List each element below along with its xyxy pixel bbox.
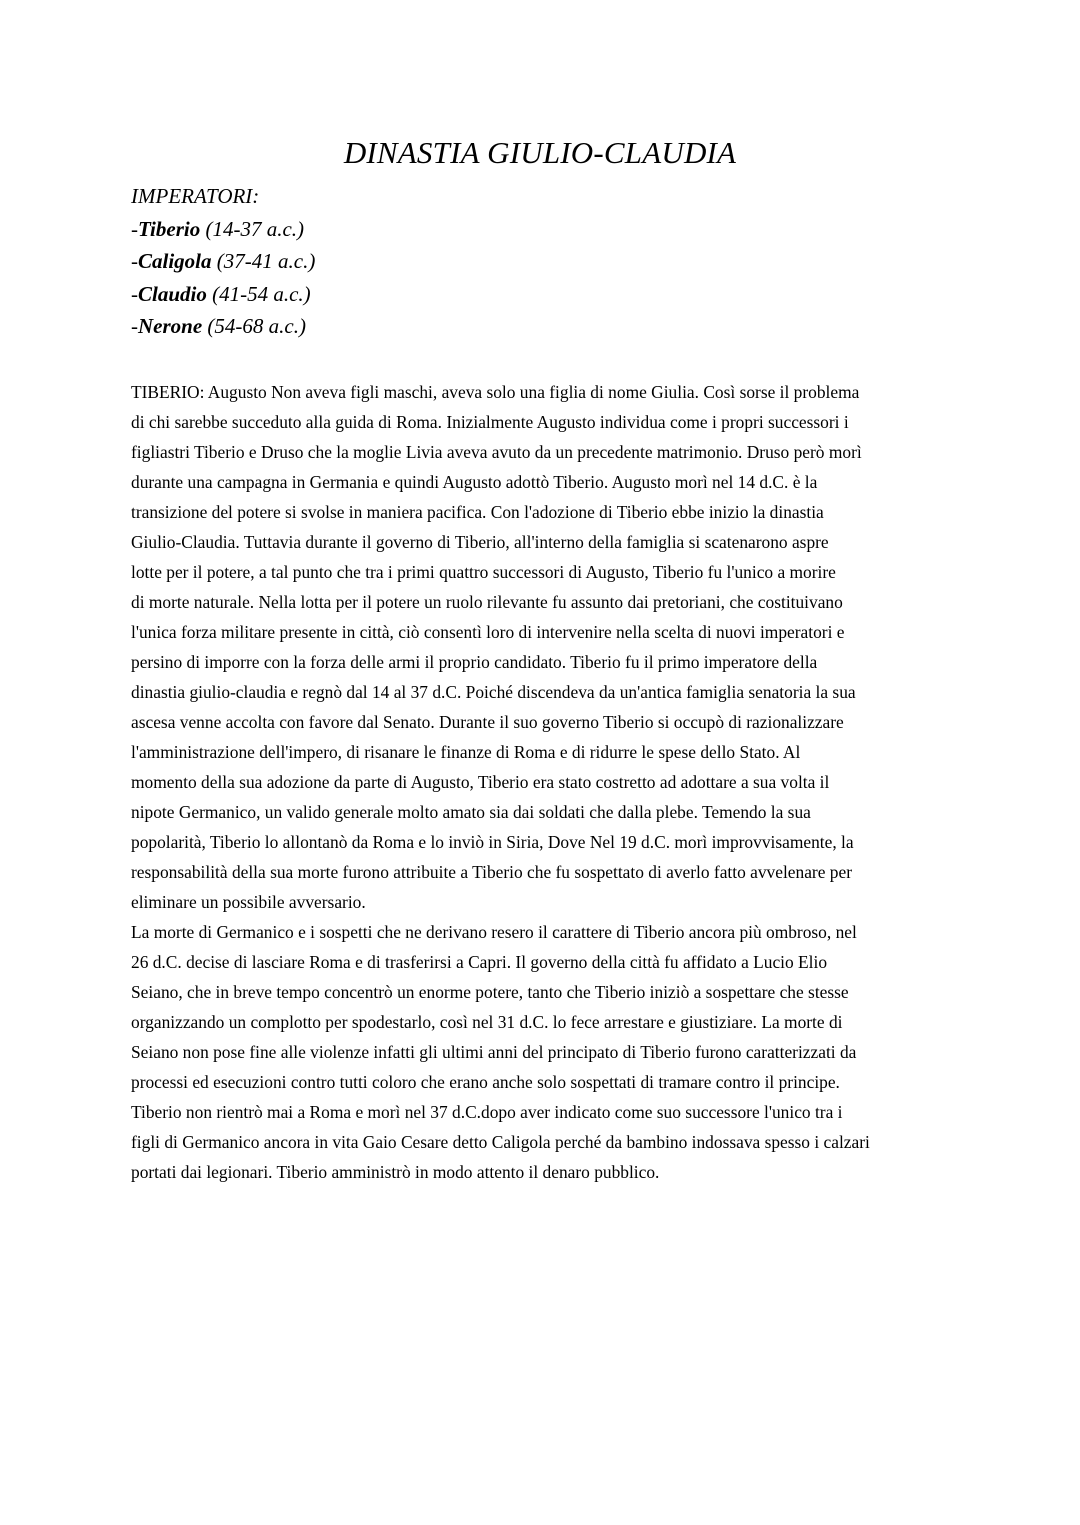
emperor-item-claudio [131, 278, 315, 311]
paragraph-tiberio [131, 377, 953, 917]
document-title: DINASTIA GIULIO-CLAUDIA [343, 135, 737, 170]
text-line: Seiano, che in breve tempo concentrò un enorme potere, tanto che Tiberio iniziò a sospettare che stesse [131, 982, 849, 1002]
text-line: Seiano non pose fine alle violenze infatti gli ultimi anni del principato di Tiberio furono caratterizzati da [131, 1042, 857, 1062]
text-line: di chi sarebbe succeduto alla guida di Roma. Inizialmente Augusto individua come i propri successori i [131, 412, 849, 432]
text-line: figliastri Tiberio e Druso che la moglie Livia aveva avuto da un precedente matrimonio. Druso però morì [131, 442, 862, 462]
emperor-dash: - [131, 281, 138, 306]
emperor-name: Caligola [138, 249, 212, 273]
emperor-item-nerone [131, 310, 315, 343]
body-text [131, 377, 953, 1187]
emperor-dash: - [131, 249, 138, 273]
emperor-name: Tiberio [138, 216, 201, 241]
text-line: lotte per il potere, a tal punto che tra i primi quattro successori di Augusto, Tiberio fu l'unico a morire [131, 562, 836, 582]
emperors-list [131, 180, 315, 343]
text-line: momento della sua adozione da parte di Augusto, Tiberio era stato costretto ad adottare a sua volta il [131, 772, 830, 792]
text-line: responsabilità della sua morte furono attribuite a Tiberio che fu sospettato di averlo fatto avvelenare per [131, 862, 852, 882]
emperor-item-caligola [131, 245, 315, 278]
text-line: nipote Germanico, un valido generale molto amato sia dai soldati che dalla plebe. Temendo la sua [131, 802, 811, 822]
text-line: La morte di Germanico e i sospetti che ne derivano resero il carattere di Tiberio ancora più ombroso, nel [131, 922, 857, 942]
text-line: l'amministrazione dell'impero, di risanare le finanze di Roma e di ridurre le spese dello Stato. Al [131, 742, 801, 762]
text-line: Giulio-Claudia. Tuttavia durante il governo di Tiberio, all'interno della famiglia si scatenarono aspre [131, 532, 829, 552]
text-line: 26 d.C. decise di lasciare Roma e di trasferirsi a Capri. Il governo della città fu affidato a Lucio Elio [131, 952, 828, 972]
emperor-item-tiberio [131, 213, 315, 246]
text-line: dinastia giulio-claudia e regnò dal 14 al 37 d.C. Poiché discendeva da un'antica famiglia senatoria la sua [131, 682, 856, 702]
text-line: TIBERIO: Augusto Non aveva figli maschi, aveva solo una figlia di nome Giulia. Così sorse il problema [131, 382, 860, 402]
text-line: popolarità, Tiberio lo allontanò da Roma e lo inviò in Siria, Dove Nel 19 d.C. morì improvvisamente, la [131, 832, 854, 852]
emperor-dash: - [131, 314, 138, 338]
paragraph-germanico [131, 917, 953, 1187]
text-line: portati dai legionari. Tiberio amministrò in modo attento il denaro pubblico. [131, 1162, 660, 1182]
emperor-name: Claudio [138, 281, 207, 306]
text-line: Tiberio non rientrò mai a Roma e morì nel 37 d.C.dopo aver indicato come suo successore l'unico tra i [131, 1102, 843, 1122]
text-line: di morte naturale. Nella lotta per il potere un ruolo rilevante fu assunto dai pretoriani, che costituivano [131, 592, 843, 612]
text-line: durante una campagna in Germania e quindi Augusto adottò Tiberio. Augusto morì nel 14 d.C. è la [131, 472, 818, 492]
text-line: processi ed esecuzioni contro tutti coloro che erano anche solo sospettati di tramare contro il principe. [131, 1072, 840, 1092]
text-line: figli di Germanico ancora in vita Gaio Cesare detto Caligola perché da bambino indossava spesso i calzari [131, 1132, 870, 1152]
text-line: l'unica forza militare presente in città, ciò consentì loro di intervenire nella scelta di nuovi imperatori e [131, 622, 845, 642]
text-line: ascesa venne accolta con favore dal Senato. Durante il suo governo Tiberio si occupò di razionalizzare [131, 712, 844, 732]
text-line: transizione del potere si svolse in maniera pacifica. Con l'adozione di Tiberio ebbe inizio la dinastia [131, 502, 824, 522]
emperors-heading: IMPERATORI: [131, 184, 260, 208]
emperor-dash: - [131, 216, 138, 241]
emperor-name: Nerone [138, 314, 203, 338]
text-line: persino di imporre con la forza delle armi il proprio candidato. Tiberio fu il primo imperatore della [131, 652, 818, 672]
text-line: eliminare un possibile avversario. [131, 892, 366, 912]
text-line: organizzando un complotto per spodestarlo, così nel 31 d.C. lo fece arrestare e giustiziare. La morte di [131, 1012, 843, 1032]
emperor-dates: (41-54 a.c.) [206, 281, 311, 306]
emperor-dates: (54-68 a.c.) [202, 314, 306, 338]
emperor-dates: (37-41 a.c.) [211, 249, 316, 273]
emperor-dates: (14-37 a.c.) [200, 216, 305, 241]
